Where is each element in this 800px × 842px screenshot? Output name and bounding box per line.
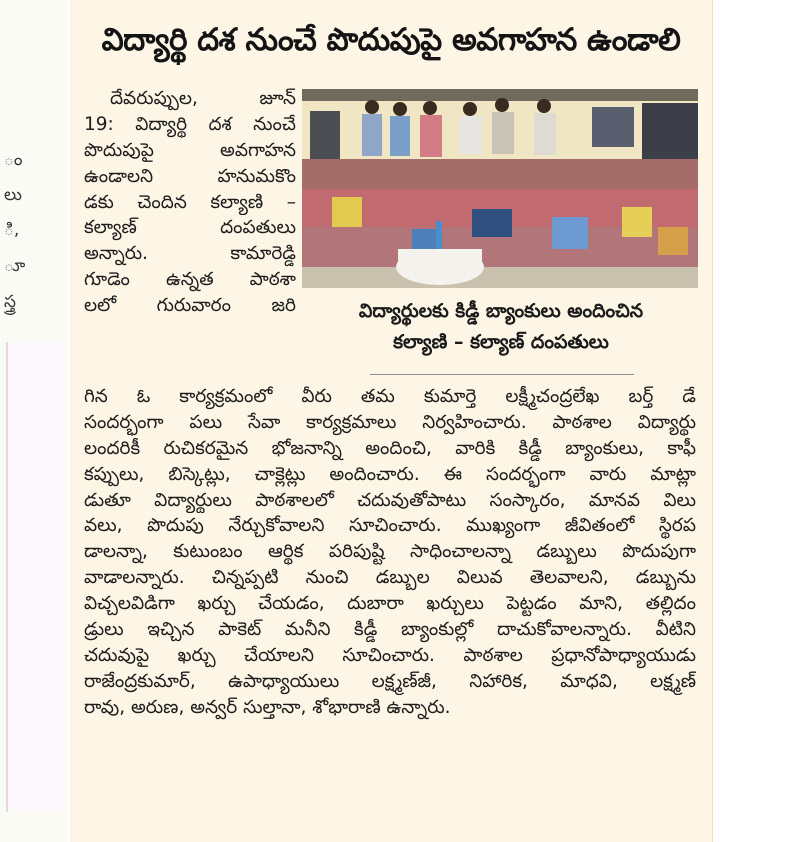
body-line: చదువుపై ఖర్చు చేయాలని సూచించారు. పాఠశాల ప్రధానోపాధ్యాయుడు [84,644,696,666]
caption-line: విద్యార్థులకు కిడ్డీ బ్యాంకులు అందించిన [358,300,644,322]
photo-caption [306,296,696,358]
body-line: లలో గురువారం జరి [84,295,296,317]
article-body-narrow [84,86,296,319]
adjacent-text-fragment: ం [4,150,23,170]
group-photo-illustration [302,89,698,288]
body-line: కల్యాణ్ దంపతులు [84,217,296,239]
divider [370,374,634,375]
body-line: ఉండాలని హనుమకొం [84,165,296,187]
adjacent-text-fragment: ూ [4,256,26,276]
body-line: కప్పులు, బిస్కెట్లు, చాక్లెట్లు అందించారు. ఈ సందర్భంగా వారు మాట్లా [84,463,696,485]
body-line: డ్రులు ఇచ్చిన పాకెట్ మనీని కిడ్డీ బ్యాంకుల్లో దాచుకోవాలన్నారు. వీటిని [84,619,696,641]
seated-students [302,159,698,267]
body-line: గూడెం ఉన్నత పాఠశా [84,269,296,291]
body-line: డకు చెందిన కల్యాణి – [84,191,296,213]
body-line: వాడాలన్నారు. చిన్నప్పటి నుంచి డబ్బుల విలువ తెలవాలని, డబ్బును [84,567,696,589]
body-line: రావు, అరుణ, అన్వర్ సుల్తానా, శోభారాణి ఉన్నారు. [84,696,451,718]
body-line: విచ్చలవిడిగా ఖర్చు చేయడం, దుబారా ఖర్చులు పెట్టడం మాని, తల్లిదం [84,593,696,615]
event-photo [302,89,698,288]
adjacent-text-fragment: స్త్ర [4,292,16,312]
headline: విద్యార్థి దశ నుంచే పొదుపుపై అవగాహన ఉండాలి [101,22,681,58]
body-line: వలు, పొదుపు నేర్చుకోవాలని సూచించారు. ముఖ్యంగా జీవితంలో స్థిరప [84,515,696,537]
body-line: అన్నారు. కామారెడ్డి [84,243,296,265]
body-line: డుతూ విద్యార్థులు పాఠశాలలో చదువుతోపాటు సంస్కారం, మానవ విలు [84,489,696,511]
article-body-wide [84,384,696,721]
body-line: పొదుపుపై అవగాహన [84,139,296,161]
adjacent-column [0,0,68,842]
body-line: డాలన్నా, కుటుంబం ఆర్థిక పరిపుష్టి సాధించాలన్నా డబ్బులు పొదుపుగా [84,541,696,563]
body-line: లందరికీ రుచికరమైన భోజనాన్ని అందించి, వారికి కిడ్డీ బ్యాంకులు, కాఫీ [84,437,696,459]
adjacent-box [6,342,64,812]
body-line: గిన ఓ కార్యక్రమంలో వీరు తమ కుమార్తె లక్ష్మీచంద్రలేఖ బర్త్ డే [84,386,696,407]
body-line: రాజేంద్రకుమార్, ఉపాధ్యాయులు లక్ష్మణ్‌జీ, నిహారిక, మాధవి, లక్ష్మణ్ [84,670,696,692]
body-line: 19: విద్యార్థి దశ నుంచే [84,113,296,135]
body-line: దేవరుప్పుల, జూన్ [110,88,296,109]
news-clipping [70,0,713,842]
adjacent-text-fragment: లు [4,185,22,205]
caption-line: కల్యాణి – కల్యాణ్ దంపతులు [393,331,609,353]
body-line: సందర్భంగా పలు సేవా కార్యక్రమాలు నిర్వహించారు. పాఠశాల విద్యార్థు [84,411,696,433]
adjacent-text-fragment: ి, [4,220,20,240]
